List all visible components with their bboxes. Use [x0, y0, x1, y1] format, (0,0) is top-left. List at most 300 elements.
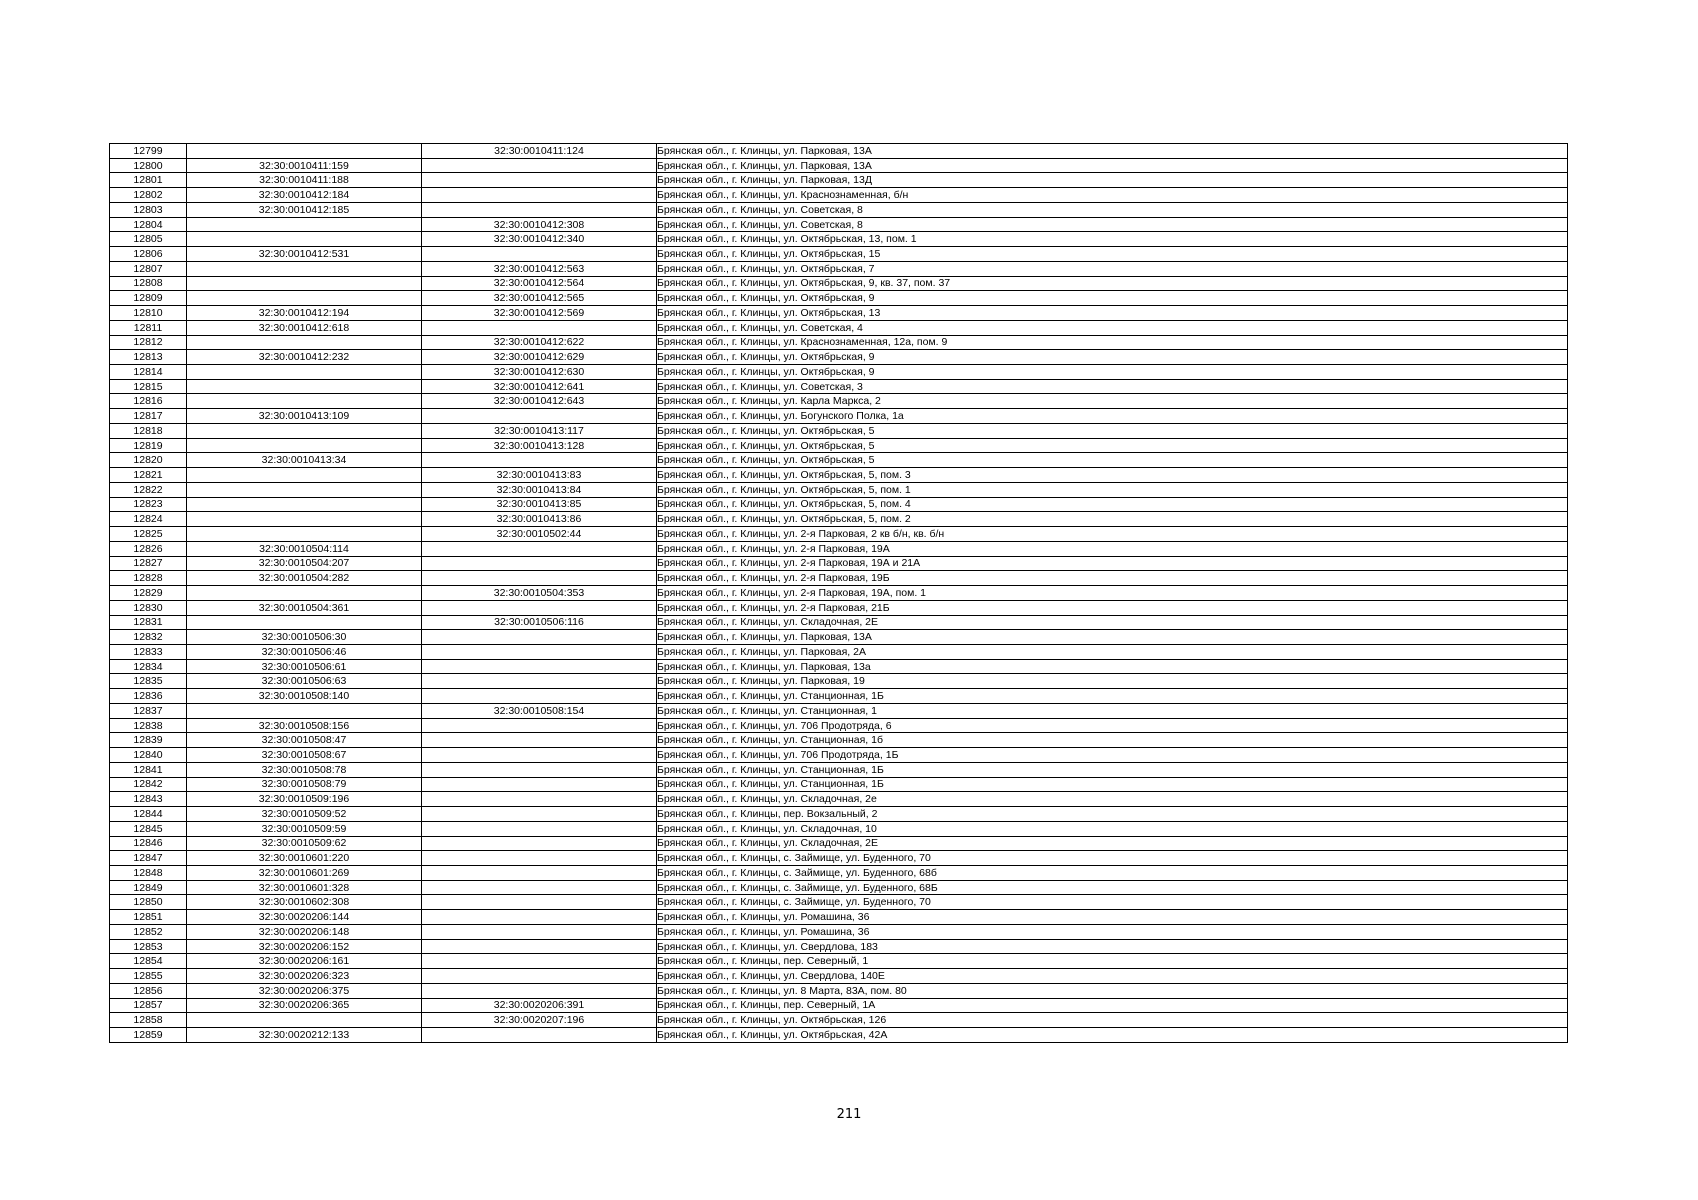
object-cadastral-number-cell	[422, 644, 657, 659]
address-cell: Брянская обл., г. Клинцы, ул. 706 Продотряда, 1Б	[657, 748, 1568, 763]
address-cell: Брянская обл., г. Клинцы, ул. Станционная, 1Б	[657, 762, 1568, 777]
address-cell: Брянская обл., г. Клинцы, ул. Парковая, 13Д	[657, 173, 1568, 188]
table-row	[110, 394, 1568, 409]
object-cadastral-number-cell: 32:30:0010413:86	[422, 512, 657, 527]
object-cadastral-number-cell	[422, 320, 657, 335]
object-cadastral-number-cell: 32:30:0010413:84	[422, 482, 657, 497]
object-cadastral-number-cell	[422, 188, 657, 203]
cadastral-number-cell	[187, 512, 422, 527]
row-number-cell: 12859	[110, 1028, 187, 1043]
table-row	[110, 851, 1568, 866]
cadastral-number-cell: 32:30:0010601:269	[187, 865, 422, 880]
cadastral-number-cell: 32:30:0010602:308	[187, 895, 422, 910]
row-number-cell: 12824	[110, 512, 187, 527]
cadastral-number-cell: 32:30:0020206:375	[187, 983, 422, 998]
row-number-cell: 12841	[110, 762, 187, 777]
address-cell: Брянская обл., г. Клинцы, ул. Ромашина, 36	[657, 910, 1568, 925]
object-cadastral-number-cell	[422, 733, 657, 748]
address-cell: Брянская обл., г. Клинцы, ул. Парковая, 13А	[657, 144, 1568, 159]
table-row	[110, 350, 1568, 365]
table-row	[110, 453, 1568, 468]
table-row	[110, 291, 1568, 306]
table-row	[110, 586, 1568, 601]
cadastral-number-cell: 32:30:0010509:52	[187, 807, 422, 822]
object-cadastral-number-cell	[422, 939, 657, 954]
object-cadastral-number-cell	[422, 954, 657, 969]
object-cadastral-number-cell: 32:30:0010412:569	[422, 306, 657, 321]
cadastral-number-cell: 32:30:0010504:207	[187, 556, 422, 571]
table-row	[110, 600, 1568, 615]
cadastral-number-cell: 32:30:0010506:30	[187, 630, 422, 645]
cadastral-number-cell: 32:30:0020206:323	[187, 969, 422, 984]
cadastral-number-cell: 32:30:0010508:47	[187, 733, 422, 748]
object-cadastral-number-cell	[422, 880, 657, 895]
object-cadastral-number-cell: 32:30:0010504:353	[422, 586, 657, 601]
object-cadastral-number-cell: 32:30:0010412:622	[422, 335, 657, 350]
cadastral-number-cell	[187, 365, 422, 380]
object-cadastral-number-cell	[422, 865, 657, 880]
cadastral-number-cell: 32:30:0020206:152	[187, 939, 422, 954]
object-cadastral-number-cell	[422, 247, 657, 262]
cadastral-number-cell	[187, 703, 422, 718]
address-cell: Брянская обл., г. Клинцы, ул. Октябрьская, 5	[657, 438, 1568, 453]
object-cadastral-number-cell	[422, 777, 657, 792]
address-cell: Брянская обл., г. Клинцы, ул. 2-я Парковая, 19А	[657, 541, 1568, 556]
cadastral-number-cell	[187, 379, 422, 394]
cadastral-number-cell: 32:30:0020206:148	[187, 924, 422, 939]
row-number-cell: 12812	[110, 335, 187, 350]
cadastral-number-cell	[187, 1013, 422, 1028]
table-row	[110, 983, 1568, 998]
object-cadastral-number-cell	[422, 659, 657, 674]
row-number-cell: 12809	[110, 291, 187, 306]
table-row	[110, 718, 1568, 733]
cadastral-number-cell: 32:30:0010413:109	[187, 409, 422, 424]
address-cell: Брянская обл., г. Клинцы, ул. Станционная, 1	[657, 703, 1568, 718]
page-number: 211	[836, 1107, 862, 1122]
row-number-cell: 12847	[110, 851, 187, 866]
address-cell: Брянская обл., г. Клинцы, ул. Советская, 3	[657, 379, 1568, 394]
address-cell: Брянская обл., г. Клинцы, ул. Октябрьская, 9	[657, 365, 1568, 380]
object-cadastral-number-cell: 32:30:0010412:564	[422, 276, 657, 291]
row-number-cell: 12817	[110, 409, 187, 424]
cadastral-number-cell: 32:30:0010509:196	[187, 792, 422, 807]
object-cadastral-number-cell	[422, 173, 657, 188]
table-row	[110, 689, 1568, 704]
cadastral-number-cell: 32:30:0010412:184	[187, 188, 422, 203]
table-row	[110, 615, 1568, 630]
address-cell: Брянская обл., г. Клинцы, ул. 706 Продотряда, 6	[657, 718, 1568, 733]
table-row	[110, 674, 1568, 689]
row-number-cell: 12805	[110, 232, 187, 247]
address-cell: Брянская обл., г. Клинцы, с. Займище, ул. Буденного, 68Б	[657, 880, 1568, 895]
object-cadastral-number-cell	[422, 910, 657, 925]
table-row	[110, 482, 1568, 497]
table-row	[110, 202, 1568, 217]
table-row	[110, 158, 1568, 173]
cadastral-number-cell: 32:30:0010504:361	[187, 600, 422, 615]
address-cell: Брянская обл., г. Клинцы, ул. Складочная, 2Е	[657, 615, 1568, 630]
table-row	[110, 777, 1568, 792]
row-number-cell: 12849	[110, 880, 187, 895]
cadastral-number-cell: 32:30:0010412:194	[187, 306, 422, 321]
row-number-cell: 12845	[110, 821, 187, 836]
cadastral-number-cell: 32:30:0010601:220	[187, 851, 422, 866]
cadastral-number-cell: 32:30:0010509:59	[187, 821, 422, 836]
object-cadastral-number-cell: 32:30:0010413:85	[422, 497, 657, 512]
table-row	[110, 998, 1568, 1013]
table-row	[110, 836, 1568, 851]
address-cell: Брянская обл., г. Клинцы, ул. Октябрьская, 5, пом. 1	[657, 482, 1568, 497]
table-row	[110, 144, 1568, 159]
address-cell: Брянская обл., г. Клинцы, ул. Октябрьская, 9, кв. 37, пом. 37	[657, 276, 1568, 291]
object-cadastral-number-cell	[422, 851, 657, 866]
object-cadastral-number-cell	[422, 571, 657, 586]
cadastral-number-cell	[187, 276, 422, 291]
address-cell: Брянская обл., г. Клинцы, ул. 2-я Парковая, 21Б	[657, 600, 1568, 615]
table-row	[110, 807, 1568, 822]
address-cell: Брянская обл., г. Клинцы, ул. Октябрьская, 15	[657, 247, 1568, 262]
cadastral-number-cell	[187, 527, 422, 542]
cadastral-number-cell: 32:30:0010412:185	[187, 202, 422, 217]
table-row	[110, 512, 1568, 527]
object-cadastral-number-cell: 32:30:0010411:124	[422, 144, 657, 159]
cadastral-number-cell: 32:30:0010412:531	[187, 247, 422, 262]
table-row	[110, 173, 1568, 188]
row-number-cell: 12858	[110, 1013, 187, 1028]
table-row	[110, 1013, 1568, 1028]
address-cell: Брянская обл., г. Клинцы, ул. Станционная, 1б	[657, 733, 1568, 748]
table-row	[110, 306, 1568, 321]
object-cadastral-number-cell: 32:30:0010413:117	[422, 423, 657, 438]
address-cell: Брянская обл., г. Клинцы, ул. Складочная, 2е	[657, 792, 1568, 807]
row-number-cell: 12802	[110, 188, 187, 203]
row-number-cell: 12829	[110, 586, 187, 601]
address-cell: Брянская обл., г. Клинцы, ул. Свердлова, 183	[657, 939, 1568, 954]
table-row	[110, 556, 1568, 571]
table-row	[110, 379, 1568, 394]
row-number-cell: 12828	[110, 571, 187, 586]
object-cadastral-number-cell: 32:30:0010412:340	[422, 232, 657, 247]
object-cadastral-number-cell: 32:30:0010412:630	[422, 365, 657, 380]
object-cadastral-number-cell	[422, 762, 657, 777]
object-cadastral-number-cell	[422, 202, 657, 217]
cadastral-number-cell: 32:30:0010504:282	[187, 571, 422, 586]
row-number-cell: 12804	[110, 217, 187, 232]
address-cell: Брянская обл., г. Клинцы, ул. Октябрьская, 9	[657, 350, 1568, 365]
address-cell: Брянская обл., г. Клинцы, ул. Парковая, 2А	[657, 644, 1568, 659]
row-number-cell: 12853	[110, 939, 187, 954]
table-row	[110, 335, 1568, 350]
address-cell: Брянская обл., г. Клинцы, ул. Октябрьская, 7	[657, 261, 1568, 276]
table-row	[110, 733, 1568, 748]
address-cell: Брянская обл., г. Клинцы, ул. 2-я Парковая, 2 кв б/н, кв. б/н	[657, 527, 1568, 542]
table-row	[110, 895, 1568, 910]
address-cell: Брянская обл., г. Клинцы, ул. 8 Марта, 83А, пом. 80	[657, 983, 1568, 998]
cadastral-number-cell: 32:30:0020206:365	[187, 998, 422, 1013]
row-number-cell: 12801	[110, 173, 187, 188]
table-row	[110, 365, 1568, 380]
row-number-cell: 12840	[110, 748, 187, 763]
address-cell: Брянская обл., г. Клинцы, ул. Краснознаменная, б/н	[657, 188, 1568, 203]
address-cell: Брянская обл., г. Клинцы, ул. Октябрьская, 5, пом. 2	[657, 512, 1568, 527]
object-cadastral-number-cell: 32:30:0010508:154	[422, 703, 657, 718]
table-row	[110, 644, 1568, 659]
object-cadastral-number-cell	[422, 718, 657, 733]
row-number-cell: 12827	[110, 556, 187, 571]
row-number-cell: 12831	[110, 615, 187, 630]
cadastral-number-cell: 32:30:0020206:144	[187, 910, 422, 925]
cadastral-number-cell	[187, 291, 422, 306]
address-cell: Брянская обл., г. Клинцы, ул. Октябрьская, 13, пом. 1	[657, 232, 1568, 247]
table-row	[110, 954, 1568, 969]
table-body	[110, 144, 1568, 1043]
row-number-cell: 12852	[110, 924, 187, 939]
row-number-cell: 12846	[110, 836, 187, 851]
cadastral-number-cell: 32:30:0010601:328	[187, 880, 422, 895]
row-number-cell: 12850	[110, 895, 187, 910]
address-cell: Брянская обл., г. Клинцы, ул. Советская, 8	[657, 202, 1568, 217]
table-row	[110, 924, 1568, 939]
table-row	[110, 865, 1568, 880]
cadastral-number-cell: 32:30:0010411:159	[187, 158, 422, 173]
row-number-cell: 12800	[110, 158, 187, 173]
address-cell: Брянская обл., г. Клинцы, ул. Парковая, 13а	[657, 659, 1568, 674]
object-cadastral-number-cell: 32:30:0010412:565	[422, 291, 657, 306]
row-number-cell: 12818	[110, 423, 187, 438]
table-row	[110, 703, 1568, 718]
table-row	[110, 527, 1568, 542]
object-cadastral-number-cell	[422, 924, 657, 939]
address-cell: Брянская обл., г. Клинцы, ул. 2-я Парковая, 19Б	[657, 571, 1568, 586]
row-number-cell: 12851	[110, 910, 187, 925]
object-cadastral-number-cell	[422, 821, 657, 836]
row-number-cell: 12814	[110, 365, 187, 380]
object-cadastral-number-cell	[422, 1028, 657, 1043]
table-row	[110, 320, 1568, 335]
object-cadastral-number-cell: 32:30:0010413:128	[422, 438, 657, 453]
cadastral-number-cell: 32:30:0010411:188	[187, 173, 422, 188]
table-row	[110, 438, 1568, 453]
table-row	[110, 969, 1568, 984]
row-number-cell: 12844	[110, 807, 187, 822]
row-number-cell: 12848	[110, 865, 187, 880]
address-cell: Брянская обл., г. Клинцы, ул. Свердлова, 140Е	[657, 969, 1568, 984]
object-cadastral-number-cell	[422, 600, 657, 615]
table-row	[110, 247, 1568, 262]
cadastral-number-cell	[187, 586, 422, 601]
row-number-cell: 12837	[110, 703, 187, 718]
table-row	[110, 630, 1568, 645]
address-cell: Брянская обл., г. Клинцы, ул. 2-я Парковая, 19А и 21А	[657, 556, 1568, 571]
row-number-cell: 12832	[110, 630, 187, 645]
address-cell: Брянская обл., г. Клинцы, ул. Октябрьская, 13	[657, 306, 1568, 321]
address-cell: Брянская обл., г. Клинцы, ул. Ромашина, 36	[657, 924, 1568, 939]
table-row	[110, 232, 1568, 247]
cadastral-number-cell: 32:30:0010504:114	[187, 541, 422, 556]
object-cadastral-number-cell	[422, 983, 657, 998]
address-cell: Брянская обл., г. Клинцы, ул. Парковая, 19	[657, 674, 1568, 689]
object-cadastral-number-cell	[422, 895, 657, 910]
cadastral-number-cell: 32:30:0010506:63	[187, 674, 422, 689]
row-number-cell: 12820	[110, 453, 187, 468]
cadastral-number-cell: 32:30:0010508:78	[187, 762, 422, 777]
address-cell: Брянская обл., г. Клинцы, с. Займище, ул. Буденного, 70	[657, 851, 1568, 866]
row-number-cell: 12822	[110, 482, 187, 497]
cadastral-number-cell	[187, 217, 422, 232]
table-row	[110, 762, 1568, 777]
cadastral-number-cell: 32:30:0010412:618	[187, 320, 422, 335]
address-cell: Брянская обл., г. Клинцы, с. Займище, ул. Буденного, 68б	[657, 865, 1568, 880]
table-row	[110, 748, 1568, 763]
table-row	[110, 571, 1568, 586]
table-row	[110, 217, 1568, 232]
address-cell: Брянская обл., г. Клинцы, ул. Октябрьская, 42А	[657, 1028, 1568, 1043]
address-cell: Брянская обл., г. Клинцы, пер. Вокзальный, 2	[657, 807, 1568, 822]
table-row	[110, 468, 1568, 483]
object-cadastral-number-cell	[422, 792, 657, 807]
row-number-cell: 12856	[110, 983, 187, 998]
address-cell: Брянская обл., г. Клинцы, пер. Северный, 1	[657, 954, 1568, 969]
cadastral-number-cell: 32:30:0010506:46	[187, 644, 422, 659]
cadastral-number-cell: 32:30:0010412:232	[187, 350, 422, 365]
table-row	[110, 541, 1568, 556]
cadastral-number-cell	[187, 482, 422, 497]
row-number-cell: 12819	[110, 438, 187, 453]
row-number-cell: 12810	[110, 306, 187, 321]
cadastral-number-cell	[187, 497, 422, 512]
cadastral-number-cell	[187, 232, 422, 247]
address-cell: Брянская обл., г. Клинцы, ул. Октябрьская, 9	[657, 291, 1568, 306]
address-cell: Брянская обл., г. Клинцы, ул. Краснознаменная, 12а, пом. 9	[657, 335, 1568, 350]
cadastral-number-cell: 32:30:0010508:140	[187, 689, 422, 704]
table-row	[110, 910, 1568, 925]
object-cadastral-number-cell: 32:30:0010502:44	[422, 527, 657, 542]
row-number-cell: 12807	[110, 261, 187, 276]
object-cadastral-number-cell	[422, 453, 657, 468]
address-cell: Брянская обл., г. Клинцы, ул. Октябрьская, 5, пом. 4	[657, 497, 1568, 512]
address-cell: Брянская обл., г. Клинцы, ул. Октябрьская, 5	[657, 453, 1568, 468]
object-cadastral-number-cell	[422, 630, 657, 645]
object-cadastral-number-cell	[422, 807, 657, 822]
object-cadastral-number-cell: 32:30:0020206:391	[422, 998, 657, 1013]
address-cell: Брянская обл., г. Клинцы, ул. Октябрьская, 5	[657, 423, 1568, 438]
row-number-cell: 12806	[110, 247, 187, 262]
object-cadastral-number-cell	[422, 409, 657, 424]
object-cadastral-number-cell: 32:30:0010412:563	[422, 261, 657, 276]
cadastral-number-cell	[187, 615, 422, 630]
row-number-cell: 12857	[110, 998, 187, 1013]
object-cadastral-number-cell	[422, 674, 657, 689]
row-number-cell: 12854	[110, 954, 187, 969]
row-number-cell: 12808	[110, 276, 187, 291]
address-cell: Брянская обл., г. Клинцы, ул. Складочная, 2Е	[657, 836, 1568, 851]
address-cell: Брянская обл., г. Клинцы, с. Займище, ул. Буденного, 70	[657, 895, 1568, 910]
object-cadastral-number-cell	[422, 969, 657, 984]
row-number-cell: 12813	[110, 350, 187, 365]
object-cadastral-number-cell	[422, 541, 657, 556]
address-cell: Брянская обл., г. Клинцы, ул. Карла Маркса, 2	[657, 394, 1568, 409]
object-cadastral-number-cell: 32:30:0010412:641	[422, 379, 657, 394]
table-row	[110, 880, 1568, 895]
table-row	[110, 1028, 1568, 1043]
row-number-cell: 12843	[110, 792, 187, 807]
property-registry-table	[109, 143, 1568, 1043]
object-cadastral-number-cell: 32:30:0010412:629	[422, 350, 657, 365]
cadastral-number-cell: 32:30:0010509:62	[187, 836, 422, 851]
cadastral-number-cell	[187, 438, 422, 453]
table-row	[110, 261, 1568, 276]
address-cell: Брянская обл., г. Клинцы, ул. Парковая, 13А	[657, 158, 1568, 173]
table-row	[110, 423, 1568, 438]
cadastral-number-cell: 32:30:0010508:156	[187, 718, 422, 733]
table-row	[110, 939, 1568, 954]
object-cadastral-number-cell: 32:30:0010412:308	[422, 217, 657, 232]
row-number-cell: 12830	[110, 600, 187, 615]
address-cell: Брянская обл., г. Клинцы, ул. Парковая, 13А	[657, 630, 1568, 645]
cadastral-number-cell	[187, 468, 422, 483]
row-number-cell: 12842	[110, 777, 187, 792]
row-number-cell: 12855	[110, 969, 187, 984]
table-row	[110, 821, 1568, 836]
table-row	[110, 792, 1568, 807]
cadastral-number-cell	[187, 394, 422, 409]
row-number-cell: 12833	[110, 644, 187, 659]
address-cell: Брянская обл., г. Клинцы, пер. Северный, 1А	[657, 998, 1568, 1013]
row-number-cell: 12799	[110, 144, 187, 159]
object-cadastral-number-cell	[422, 556, 657, 571]
cadastral-number-cell: 32:30:0010413:34	[187, 453, 422, 468]
object-cadastral-number-cell: 32:30:0010413:83	[422, 468, 657, 483]
address-cell: Брянская обл., г. Клинцы, ул. Станционная, 1Б	[657, 777, 1568, 792]
row-number-cell: 12826	[110, 541, 187, 556]
cadastral-number-cell: 32:30:0010508:67	[187, 748, 422, 763]
table-row	[110, 409, 1568, 424]
row-number-cell: 12838	[110, 718, 187, 733]
object-cadastral-number-cell: 32:30:0010412:643	[422, 394, 657, 409]
address-cell: Брянская обл., г. Клинцы, ул. Богунского Полка, 1а	[657, 409, 1568, 424]
row-number-cell: 12836	[110, 689, 187, 704]
cadastral-number-cell	[187, 423, 422, 438]
table-row	[110, 659, 1568, 674]
address-cell: Брянская обл., г. Клинцы, ул. Октябрьская, 5, пом. 3	[657, 468, 1568, 483]
registry-sheet	[109, 143, 1568, 1043]
object-cadastral-number-cell: 32:30:0020207:196	[422, 1013, 657, 1028]
object-cadastral-number-cell	[422, 748, 657, 763]
address-cell: Брянская обл., г. Клинцы, ул. Советская, 4	[657, 320, 1568, 335]
table-row	[110, 497, 1568, 512]
table-row	[110, 276, 1568, 291]
cadastral-number-cell: 32:30:0020212:133	[187, 1028, 422, 1043]
cadastral-number-cell	[187, 261, 422, 276]
row-number-cell: 12815	[110, 379, 187, 394]
address-cell: Брянская обл., г. Клинцы, ул. Станционная, 1Б	[657, 689, 1568, 704]
address-cell: Брянская обл., г. Клинцы, ул. Складочная, 10	[657, 821, 1568, 836]
row-number-cell: 12834	[110, 659, 187, 674]
address-cell: Брянская обл., г. Клинцы, ул. Советская, 8	[657, 217, 1568, 232]
address-cell: Брянская обл., г. Клинцы, ул. 2-я Парковая, 19А, пом. 1	[657, 586, 1568, 601]
cadastral-number-cell: 32:30:0020206:161	[187, 954, 422, 969]
row-number-cell: 12835	[110, 674, 187, 689]
cadastral-number-cell	[187, 335, 422, 350]
row-number-cell: 12803	[110, 202, 187, 217]
row-number-cell: 12816	[110, 394, 187, 409]
row-number-cell: 12823	[110, 497, 187, 512]
row-number-cell: 12821	[110, 468, 187, 483]
address-cell: Брянская обл., г. Клинцы, ул. Октябрьская, 126	[657, 1013, 1568, 1028]
table-row	[110, 188, 1568, 203]
row-number-cell: 12825	[110, 527, 187, 542]
